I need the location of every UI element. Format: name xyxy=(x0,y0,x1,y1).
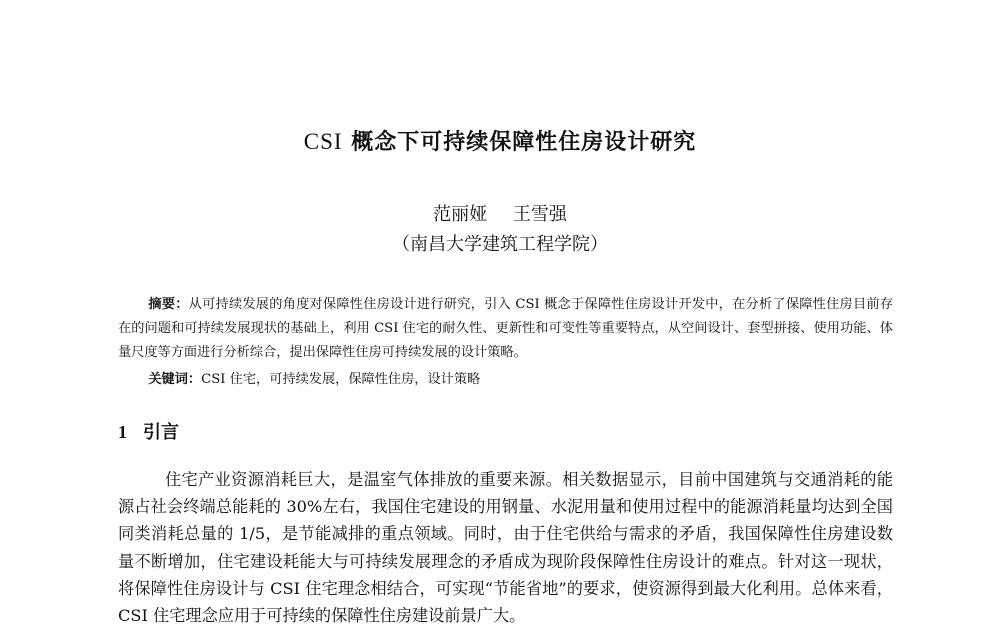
author-name: 范丽娅 xyxy=(433,204,488,225)
section-number: 1 xyxy=(118,422,127,442)
author-list xyxy=(0,200,1000,226)
abstract-text: 从可持续发展的角度对保障性住房设计进行研究，引入 CSI 概念于保障性住房设计开发中，在分析了保障性住房目前存在的问题和可持续发展现状的基础上，利用 CSI 住宅的耐久性、更新性和可变性等重要特点，从空间设计、套型拼接、使用功能、体量尺度等方面进行分析综合，提出保障性住房可持续发展的设计策略。 xyxy=(118,297,894,360)
paper-title xyxy=(0,125,1000,156)
section-title: 引言 xyxy=(143,422,179,443)
title-rest: 概念下可持续保障性住房设计研究 xyxy=(342,129,697,155)
keywords xyxy=(118,368,893,392)
affiliation: （南昌大学建筑工程学院） xyxy=(392,234,608,255)
section-heading xyxy=(118,418,179,444)
keywords-label: 关键词： xyxy=(148,372,202,387)
abstract-label: 摘要： xyxy=(148,297,189,312)
keywords-text: CSI 住宅，可持续发展，保障性住房，设计策略 xyxy=(201,372,481,387)
abstract xyxy=(118,293,893,365)
body-paragraph: 住宅产业资源消耗巨大，是温室气体排放的重要来源。相关数据显示，目前中国建筑与交通消耗的能源占社会终端总能耗的 30%左右，我国住宅建设的用钢量、水泥用量和使用过程中的能源消耗量均达到全国同类消耗总量的 1/5，是节能减排的重点领域。同时，由于住宅供给与需求的矛盾，我国保障性住房建设数量不断增加，住宅建设耗能大与可持续发展理念的矛盾成为现阶段保障性住房设计的难点。针对这一现状，将保障性住房设计与 CSI 住宅理念相结合，可实现“节能省地”的要求，使资源得到最大化利用。总体来看，CSI 住宅理念应用于可持续的保障性住房建设前景广大。 xyxy=(118,470,893,626)
title-prefix: CSI xyxy=(303,129,343,154)
author-name: 王雪强 xyxy=(512,204,567,225)
